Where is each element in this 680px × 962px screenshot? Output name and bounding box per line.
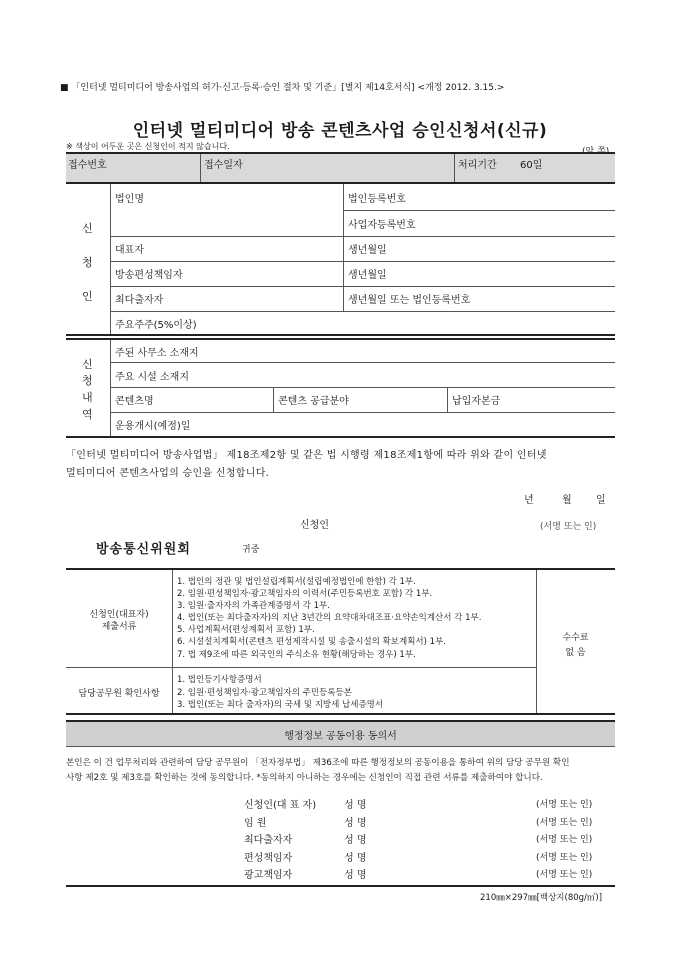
date-day-label[interactable]: 일 bbox=[596, 495, 606, 506]
representative-label[interactable]: 대표자 bbox=[115, 245, 144, 256]
major-shareholders-label[interactable]: 주요주주(5%이상) bbox=[115, 320, 197, 331]
signer-sign-hint[interactable]: (서명 또는 인) bbox=[536, 853, 593, 863]
consent-title: 행정정보 공동이용 동의서 bbox=[284, 731, 397, 742]
applicant-doc-item: 5. 사업계획서(편성계획서 포함) 1부. bbox=[177, 625, 315, 636]
applicant-section-char-1: 신 bbox=[82, 222, 93, 235]
main-office-label[interactable]: 주된 사무소 소재지 bbox=[115, 348, 199, 359]
corp-reg-no-label[interactable]: 법인등록번호 bbox=[348, 194, 406, 205]
fee-value: 없 음 bbox=[565, 648, 586, 658]
signer-role: 신청인(대 표 자) bbox=[244, 800, 317, 811]
details-section-char-4: 역 bbox=[82, 408, 93, 421]
signer-role: 최다출자자 bbox=[244, 835, 293, 846]
rep-birth-label[interactable]: 생년월일 bbox=[348, 245, 387, 256]
fee-label: 수수료 bbox=[562, 633, 589, 643]
applicant-docs-label-1: 신청인(대표자) bbox=[89, 610, 149, 620]
corp-name-label[interactable]: 법인명 bbox=[115, 194, 144, 205]
signer-name-label[interactable]: 성 명 bbox=[344, 870, 367, 881]
declaration-line-2: 멀티미디어 콘텐츠사업의 승인을 신청합니다. bbox=[66, 468, 270, 479]
applicant-docs-label-2: 제출서류 bbox=[101, 622, 137, 632]
form-reference bbox=[60, 80, 504, 93]
biz-reg-no-label[interactable]: 사업자등록번호 bbox=[348, 220, 416, 231]
consent-text-line-2: 사항 제2호 및 제3호를 확인하는 것에 동의합니다. *동의하지 아니하는 경우에는 신청인이 직접 관련 서류를 제출하여야 합니다. bbox=[66, 773, 543, 783]
applicant-doc-item: 3. 임원·출자자의 가족관계증명서 각 1부. bbox=[177, 601, 330, 612]
receipt-number-label: 접수번호 bbox=[68, 160, 107, 171]
official-doc-item: 3. 법인(또는 최다 출자자)의 국세 및 지방세 납세증명서 bbox=[177, 700, 384, 710]
editor-label[interactable]: 방송편성책임자 bbox=[115, 270, 183, 281]
official-doc-item: 2. 임원·편성책임자·광고책임자의 주민등록등본 bbox=[177, 687, 352, 698]
signer-sign-hint[interactable]: (서명 또는 인) bbox=[536, 835, 593, 845]
signer-name-label[interactable]: 성 명 bbox=[344, 835, 367, 846]
recipient-agency: 방송통신위원회 bbox=[96, 542, 191, 557]
receipt-date-label: 접수일자 bbox=[204, 160, 243, 171]
date-month-label[interactable]: 월 bbox=[562, 495, 572, 506]
details-section-char-2: 청 bbox=[82, 374, 93, 387]
applicant-signature-label: 신청인 bbox=[300, 520, 329, 531]
paid-capital-label[interactable]: 납입자본금 bbox=[452, 396, 501, 407]
applicant-doc-item: 2. 임원·편성책임자·광고책임자의 이력서(주민등록번호 포함) 각 1부. bbox=[177, 589, 433, 600]
details-section-char-1: 신 bbox=[82, 358, 93, 371]
applicant-doc-item: 7. 법 제9조에 따른 외국인의 주식소유 현황(해당하는 경우) 1부. bbox=[177, 649, 416, 660]
applicant-sign-hint[interactable]: (서명 또는 인) bbox=[540, 522, 597, 532]
signer-role: 편성책임자 bbox=[244, 853, 293, 864]
shading-note: ※ 색상이 어두운 곳은 신청인이 적지 않습니다. bbox=[66, 142, 230, 151]
editor-birth-label[interactable]: 생년월일 bbox=[348, 270, 387, 281]
official-doc-item: 1. 법인등기사항증명서 bbox=[177, 675, 262, 685]
signer-sign-hint[interactable]: (서명 또는 인) bbox=[536, 818, 593, 828]
largest-investor-label[interactable]: 최다출자자 bbox=[115, 295, 164, 306]
signer-role: 임 원 bbox=[244, 818, 267, 829]
date-year-label[interactable]: 년 bbox=[524, 495, 534, 506]
signer-name-label[interactable]: 성 명 bbox=[344, 800, 367, 811]
start-date-label[interactable]: 운용개시(예정)일 bbox=[115, 421, 191, 432]
consent-text-line-1: 본인은 이 건 업무처리와 관련하여 담당 공무원이 「전자정부법」 제36조에 따른 행정정보의 공동이용을 통하여 위의 담당 공무원 확인 bbox=[66, 758, 570, 768]
signer-name-label[interactable]: 성 명 bbox=[344, 818, 367, 829]
applicant-docs-list bbox=[177, 576, 481, 661]
page-title: 인터넷 멀티미디어 방송 콘텐츠사업 승인신청서(신규) bbox=[132, 121, 548, 141]
applicant-doc-item: 1. 법인의 정관 및 법인설립계획서(설립예정법인에 한함) 각 1부. bbox=[177, 577, 416, 587]
paper-spec: 210㎜×297㎜[백상지(80g/㎡)] bbox=[480, 893, 603, 903]
content-field-label[interactable]: 콘텐츠 공급분야 bbox=[278, 396, 349, 407]
applicant-section-char-3: 인 bbox=[82, 290, 93, 303]
signer-sign-hint[interactable]: (서명 또는 인) bbox=[536, 800, 593, 810]
square-bullet-icon: ■ bbox=[60, 83, 69, 93]
investor-birth-label[interactable]: 생년월일 또는 법인등록번호 bbox=[348, 295, 471, 306]
details-section-char-3: 내 bbox=[82, 391, 93, 404]
processing-period-label: 처리기간 bbox=[458, 160, 497, 171]
applicant-section-char-2: 청 bbox=[82, 256, 93, 269]
form-reference-text: 「인터넷 멀티미디어 방송사업의 허가·신고·등록·승인 절차 및 기준」[별지 제14호서식] <개정 2012. 3.15.> bbox=[71, 83, 505, 93]
official-check-label: 담당공무원 확인사항 bbox=[78, 689, 160, 699]
content-name-label[interactable]: 콘텐츠명 bbox=[115, 396, 154, 407]
recipient-honorific: 귀중 bbox=[242, 545, 260, 555]
official-docs-list bbox=[177, 674, 383, 712]
declaration-line-1: 「인터넷 멀티미디어 방송사업법」 제18조제2항 및 같은 법 시행령 제18조제1항에 따라 위와 같이 인터넷 bbox=[66, 450, 547, 461]
processing-period-value: 60일 bbox=[520, 160, 543, 171]
main-facility-label[interactable]: 주요 시설 소재지 bbox=[115, 372, 189, 383]
signer-sign-hint[interactable]: (서명 또는 인) bbox=[536, 870, 593, 880]
applicant-doc-item: 4. 법인(또는 최다출자자)의 지난 3년간의 요약대차대조표·요약손익계산서 각 1부. bbox=[177, 613, 482, 624]
signer-role: 광고책임자 bbox=[244, 870, 293, 881]
applicant-doc-item: 6. 시설설치계획서(콘텐츠 편성제작시설 및 송출시설의 확보계획서) 1부. bbox=[177, 637, 446, 648]
signer-name-label[interactable]: 성 명 bbox=[344, 853, 367, 864]
